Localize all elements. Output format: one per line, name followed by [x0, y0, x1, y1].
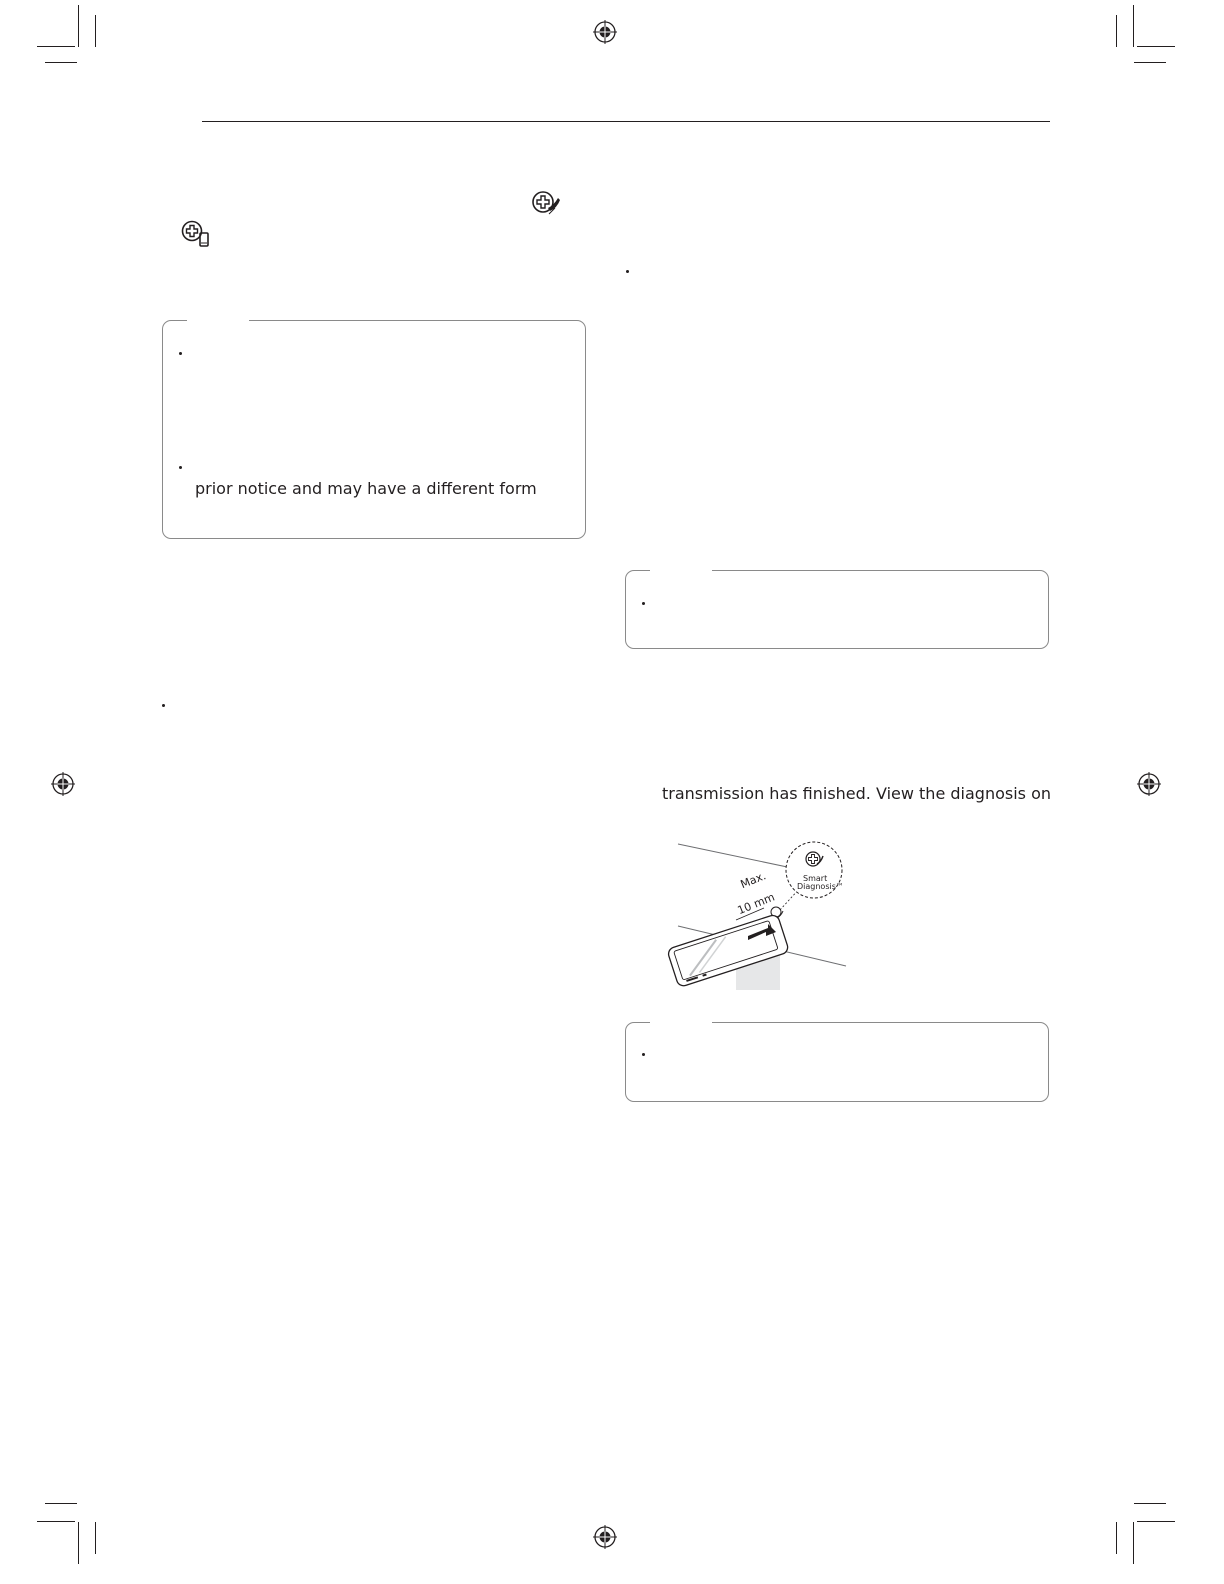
crop-mark [1133, 5, 1134, 47]
bullet [642, 602, 645, 605]
note-text: prior notice and may have a different form [195, 479, 537, 498]
badge-label-diagnosis: Diagnosis™ [797, 882, 844, 891]
crop-mark [1116, 15, 1117, 47]
note-box [625, 1022, 1049, 1102]
registration-mark-icon [1136, 771, 1162, 797]
crop-mark [95, 1522, 96, 1554]
bullet [162, 704, 165, 707]
note-box-tab [187, 318, 249, 322]
registration-mark-icon [592, 19, 618, 45]
smart-diagnosis-mobile-icon [180, 220, 212, 248]
note-box-tab [650, 568, 712, 572]
crop-mark [45, 1503, 77, 1504]
crop-mark [78, 5, 79, 47]
registration-mark-icon [50, 771, 76, 797]
crop-mark [1134, 62, 1166, 63]
crop-mark [1133, 1522, 1134, 1564]
crop-mark [95, 15, 96, 47]
smart-diagnosis-phone-icon [531, 190, 561, 218]
crop-mark [1116, 1522, 1117, 1554]
note-box [625, 570, 1049, 649]
crop-mark [1134, 1503, 1166, 1504]
bullet [179, 466, 182, 469]
crop-mark [1137, 1521, 1175, 1522]
note-box-tab [650, 1020, 712, 1024]
phone-to-appliance-illustration [660, 838, 860, 994]
crop-mark [37, 46, 75, 47]
crop-mark [45, 62, 77, 63]
bullet [626, 270, 629, 273]
note-box [162, 320, 586, 539]
crop-mark [37, 1521, 75, 1522]
max-label: Max. [738, 869, 768, 892]
bullet [642, 1053, 645, 1056]
crop-mark [1137, 46, 1175, 47]
badge-label-smart: Smart [803, 874, 828, 883]
header-rule [202, 121, 1050, 122]
step-text: transmission has finished. View the diagnosis on [662, 784, 1051, 803]
crop-mark [78, 1522, 79, 1564]
registration-mark-icon [592, 1524, 618, 1550]
bullet [179, 352, 182, 355]
distance-label: 10 mm [735, 890, 777, 918]
